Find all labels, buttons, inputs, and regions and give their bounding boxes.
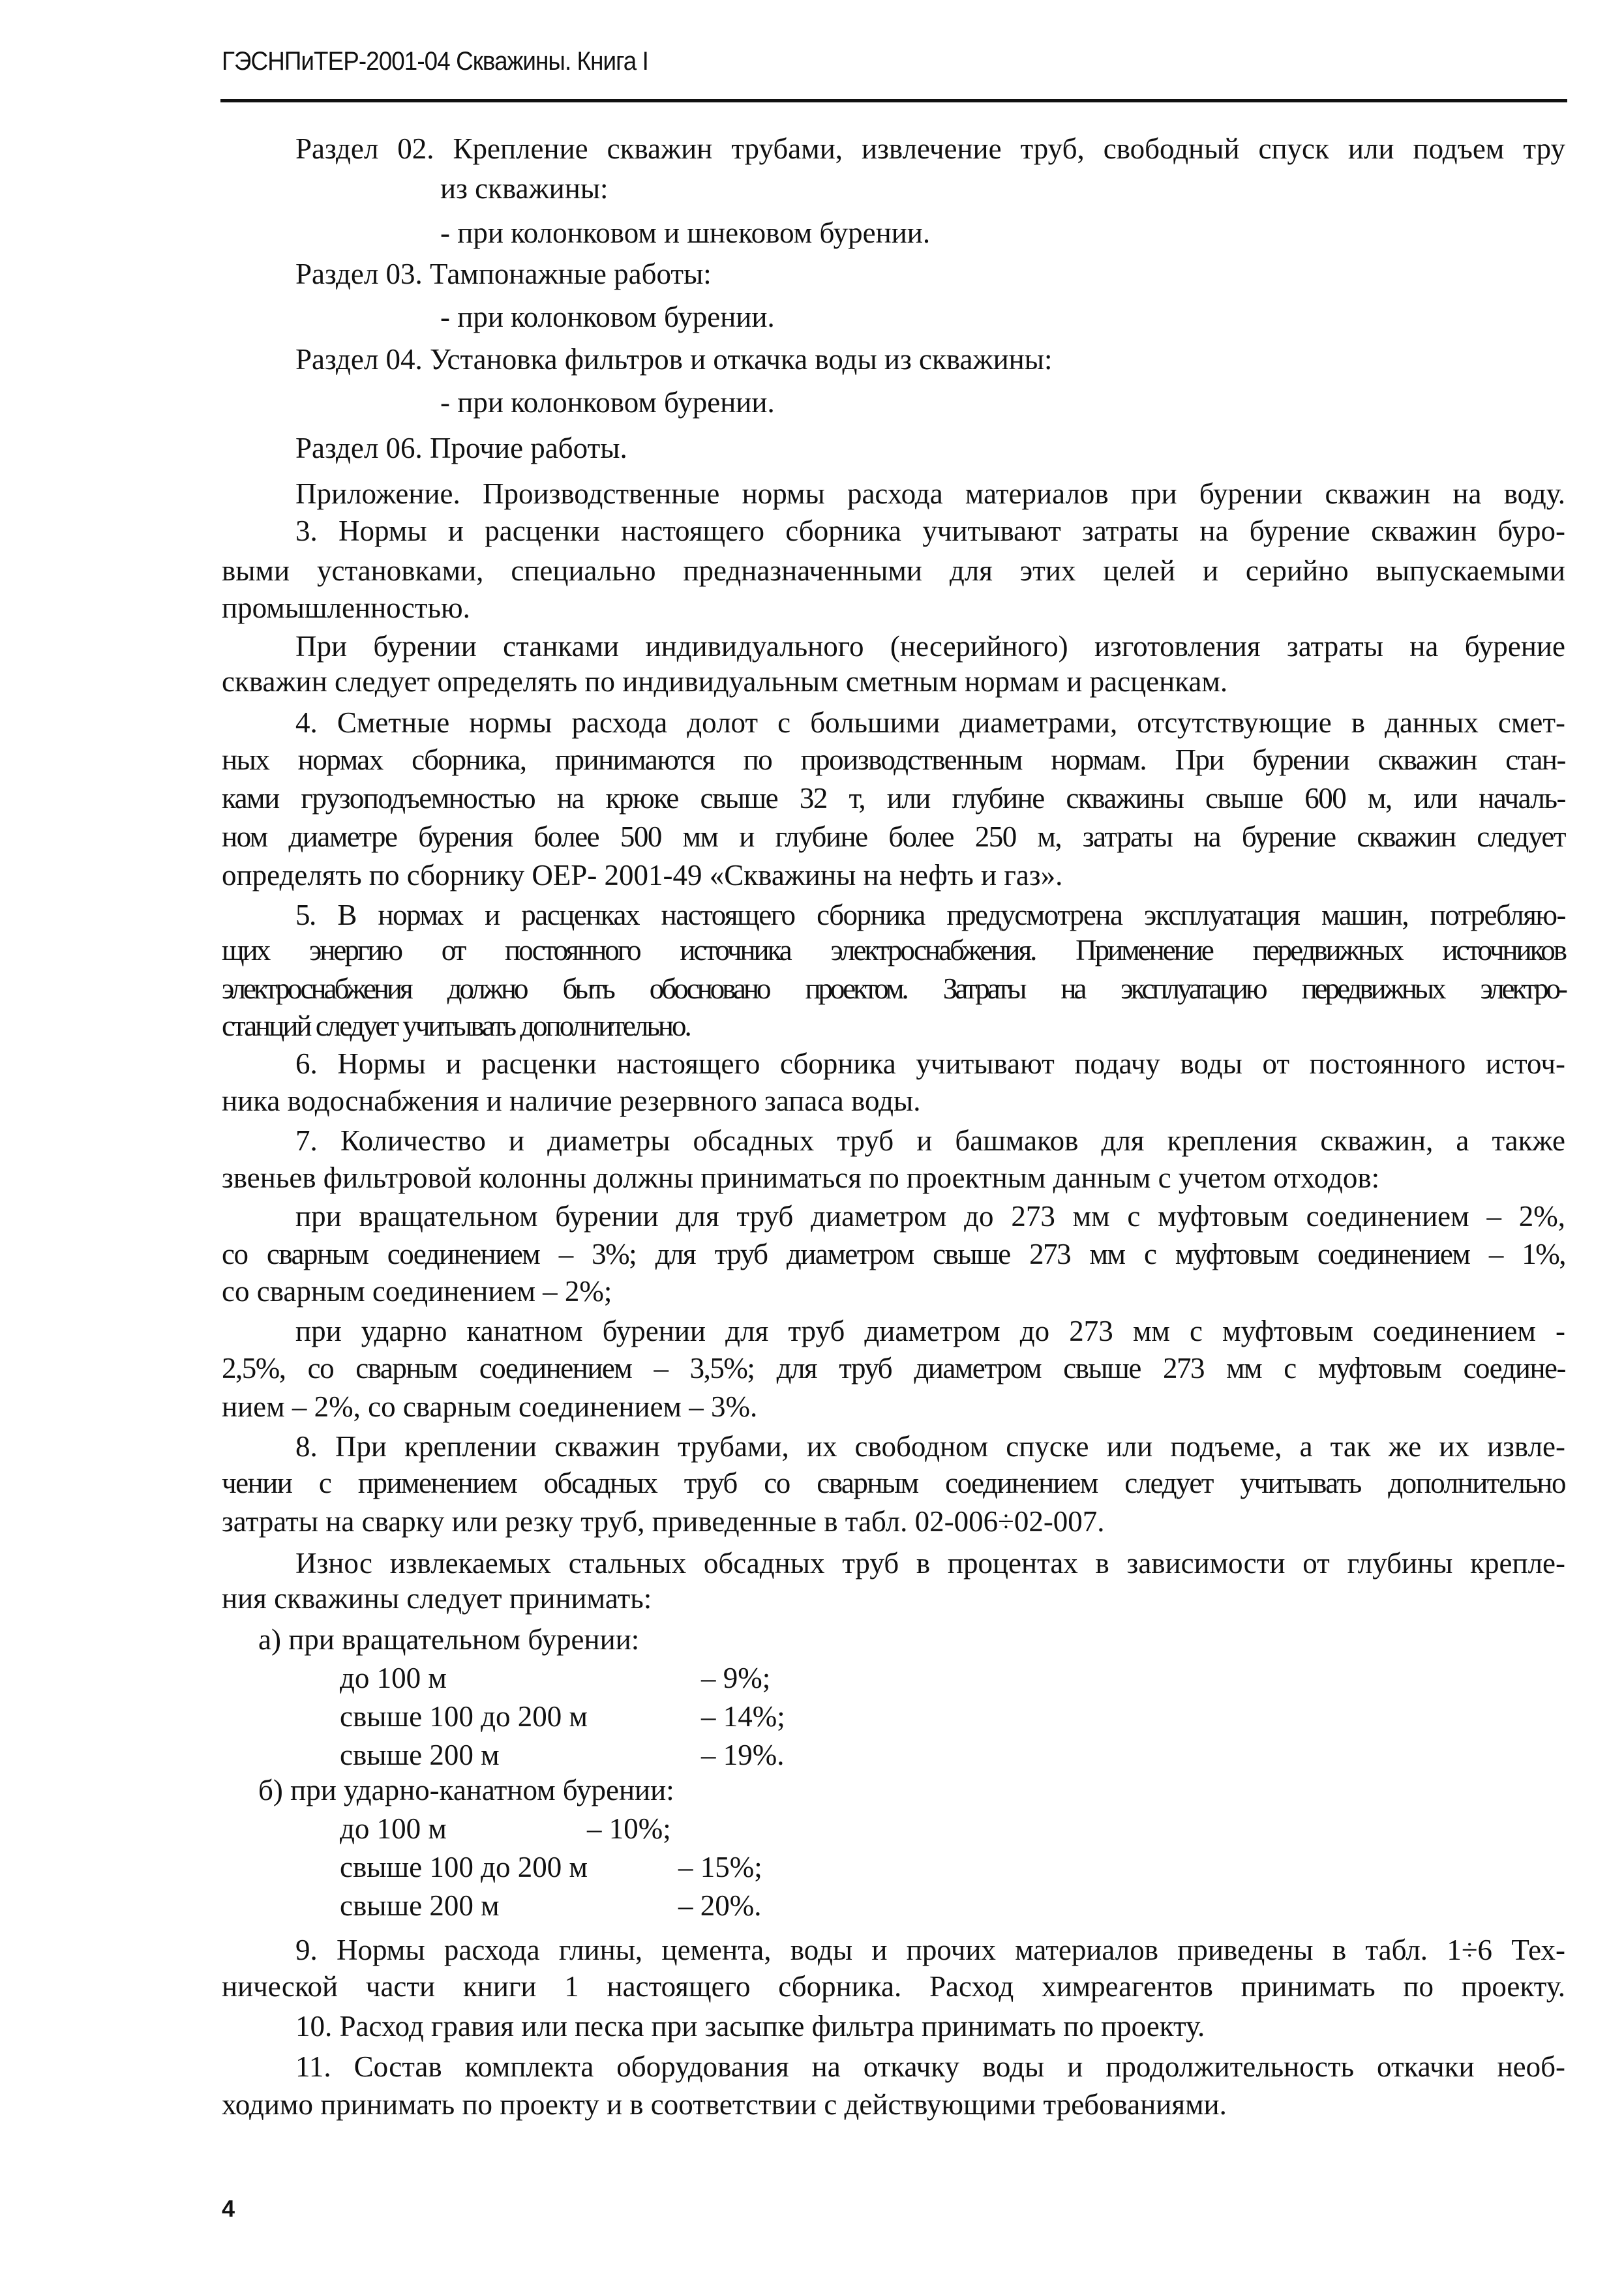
text-line: чении с применением обсадных труб со сварным соединением следует учитывать дополнительно bbox=[222, 1467, 1565, 1499]
text-line: станций следует учитывать дополнительно. bbox=[222, 1010, 690, 1042]
text-line: щих энергию от постоянного источника электроснабжения. Применение передвижных источников bbox=[222, 934, 1565, 966]
running-header: ГЭСНПиТЕР-2001-04 Скважины. Книга I bbox=[222, 47, 648, 76]
text-line: ния скважины следует принимать: bbox=[222, 1582, 652, 1615]
text-line: нической части книги 1 настоящего сборника. Расход химреагентов принимать по проекту. bbox=[222, 1970, 1565, 2003]
text-line: нием – 2%, со сварным соединением – 3%. bbox=[222, 1390, 758, 1423]
text-line: ных нормах сборника, принимаются по производственным нормам. При бурении скважин стан- bbox=[222, 743, 1565, 776]
text-line: электроснабжения должно быть обосновано проектом. Затраты на эксплуатацию передвижных электро- bbox=[222, 972, 1565, 1005]
text-line: затраты на сварку или резку труб, приведенные в табл. 02-006÷02-007. bbox=[222, 1505, 1105, 1538]
wear-depth: свыше 200 м bbox=[340, 1889, 500, 1922]
text-line: ном диаметре бурения более 500 мм и глубине более 250 м, затраты на бурение скважин следует bbox=[222, 820, 1565, 853]
text-line: со сварным соединением – 2%; bbox=[222, 1275, 612, 1308]
page-number: 4 bbox=[222, 2195, 235, 2222]
text-line: 8. При креплении скважин трубами, их свободном спуске или подъеме, а так же их извле- bbox=[295, 1430, 1565, 1463]
text-line: - при колонковом бурении. bbox=[440, 386, 775, 419]
wear-value: – 15%; bbox=[678, 1851, 762, 1883]
wear-value: – 19%. bbox=[701, 1739, 785, 1771]
text-line: 6. Нормы и расценки настоящего сборника учитывают подачу воды от постоянного источ- bbox=[295, 1047, 1565, 1080]
text-line: при ударно канатном бурении для труб диаметром до 273 мм с муфтовым соединением - bbox=[295, 1315, 1565, 1347]
text-line: 3. Нормы и расценки настоящего сборника учитывают затраты на бурение скважин буро- bbox=[295, 515, 1565, 547]
text-line: ходимо принимать по проекту и в соответствии с действующими требованиями. bbox=[222, 2088, 1227, 2121]
text-line: При бурении станками индивидуального (несерийного) изготовления затраты на бурение bbox=[295, 630, 1565, 663]
text-line: Раздел 04. Установка фильтров и откачка воды из скважины: bbox=[295, 343, 1053, 376]
text-line: Раздел 06. Прочие работы. bbox=[295, 432, 627, 464]
text-line: 2,5%, со сварным соединением – 3,5%; для труб диаметром свыше 273 мм с муфтовым соедине- bbox=[222, 1352, 1565, 1385]
text-line: Износ извлекаемых стальных обсадных труб в процентах в зависимости от глубины крепле- bbox=[295, 1547, 1565, 1580]
text-line: 10. Расход гравия или песка при засыпке фильтра принимать по проекту. bbox=[295, 2010, 1205, 2043]
text-line: выми установками, специально предназначенными для этих целей и серийно выпускаемыми bbox=[222, 554, 1565, 587]
text-line: 7. Количество и диаметры обсадных труб и башмаков для крепления скважин, а также bbox=[295, 1124, 1565, 1157]
subheading-percussion: б) при ударно-канатном бурении: bbox=[258, 1774, 674, 1806]
wear-value: – 14%; bbox=[701, 1700, 785, 1733]
text-line: звеньев фильтровой колонны должны приниматься по проектным данным с учетом отходов: bbox=[222, 1161, 1380, 1194]
text-line: - при колонковом и шнековом бурении. bbox=[440, 217, 931, 249]
text-line: со сварным соединением – 3%; для труб диаметром свыше 273 мм с муфтовым соединением – 1%, bbox=[222, 1238, 1565, 1270]
wear-value: – 10%; bbox=[587, 1812, 671, 1845]
wear-depth: свыше 100 до 200 м bbox=[340, 1851, 588, 1883]
text-line: Приложение. Производственные нормы расхода материалов при бурении скважин на воду. bbox=[295, 477, 1565, 510]
wear-value: – 20%. bbox=[678, 1889, 762, 1922]
subheading-rotary: а) при вращательном бурении: bbox=[258, 1623, 640, 1656]
text-line: 11. Состав комплекта оборудования на откачку воды и продолжительность откачки необ- bbox=[295, 2050, 1565, 2083]
text-line: Раздел 02. Крепление скважин трубами, извлечение труб, свободный спуск или подъем тру bbox=[295, 132, 1565, 165]
text-line: Раздел 03. Тампонажные работы: bbox=[295, 258, 712, 290]
wear-value: – 9%; bbox=[701, 1662, 771, 1694]
header-rule bbox=[220, 99, 1567, 102]
text-line: скважин следует определять по индивидуальным сметным нормам и расценкам. bbox=[222, 665, 1228, 698]
wear-depth: свыше 100 до 200 м bbox=[340, 1700, 588, 1733]
text-line: 5. В нормах и расценках настоящего сборника предусмотрена эксплуатация машин, потребляю- bbox=[295, 899, 1565, 931]
wear-depth: до 100 м bbox=[340, 1812, 447, 1845]
text-line: ника водоснабжения и наличие резервного запаса воды. bbox=[222, 1085, 921, 1117]
wear-depth: до 100 м bbox=[340, 1662, 447, 1694]
text-line: определять по сборнику ОЕР- 2001-49 «Скважины на нефть и газ». bbox=[222, 859, 1063, 891]
text-line: при вращательном бурении для труб диаметром до 273 мм с муфтовым соединением – 2%, bbox=[295, 1200, 1565, 1233]
text-line: 9. Нормы расхода глины, цемента, воды и прочих материалов приведены в табл. 1÷6 Тех- bbox=[295, 1934, 1565, 1966]
text-line: промышленностью. bbox=[222, 591, 470, 624]
wear-depth: свыше 200 м bbox=[340, 1739, 500, 1771]
text-line: из скважины: bbox=[440, 172, 609, 205]
text-line: ками грузоподъемностью на крюке свыше 32 т, или глубине скважины свыше 600 м, или началь- bbox=[222, 782, 1565, 815]
text-line: 4. Сметные нормы расхода долот с большими диаметрами, отсутствующие в данных смет- bbox=[295, 706, 1565, 739]
text-line: - при колонковом бурении. bbox=[440, 301, 775, 333]
